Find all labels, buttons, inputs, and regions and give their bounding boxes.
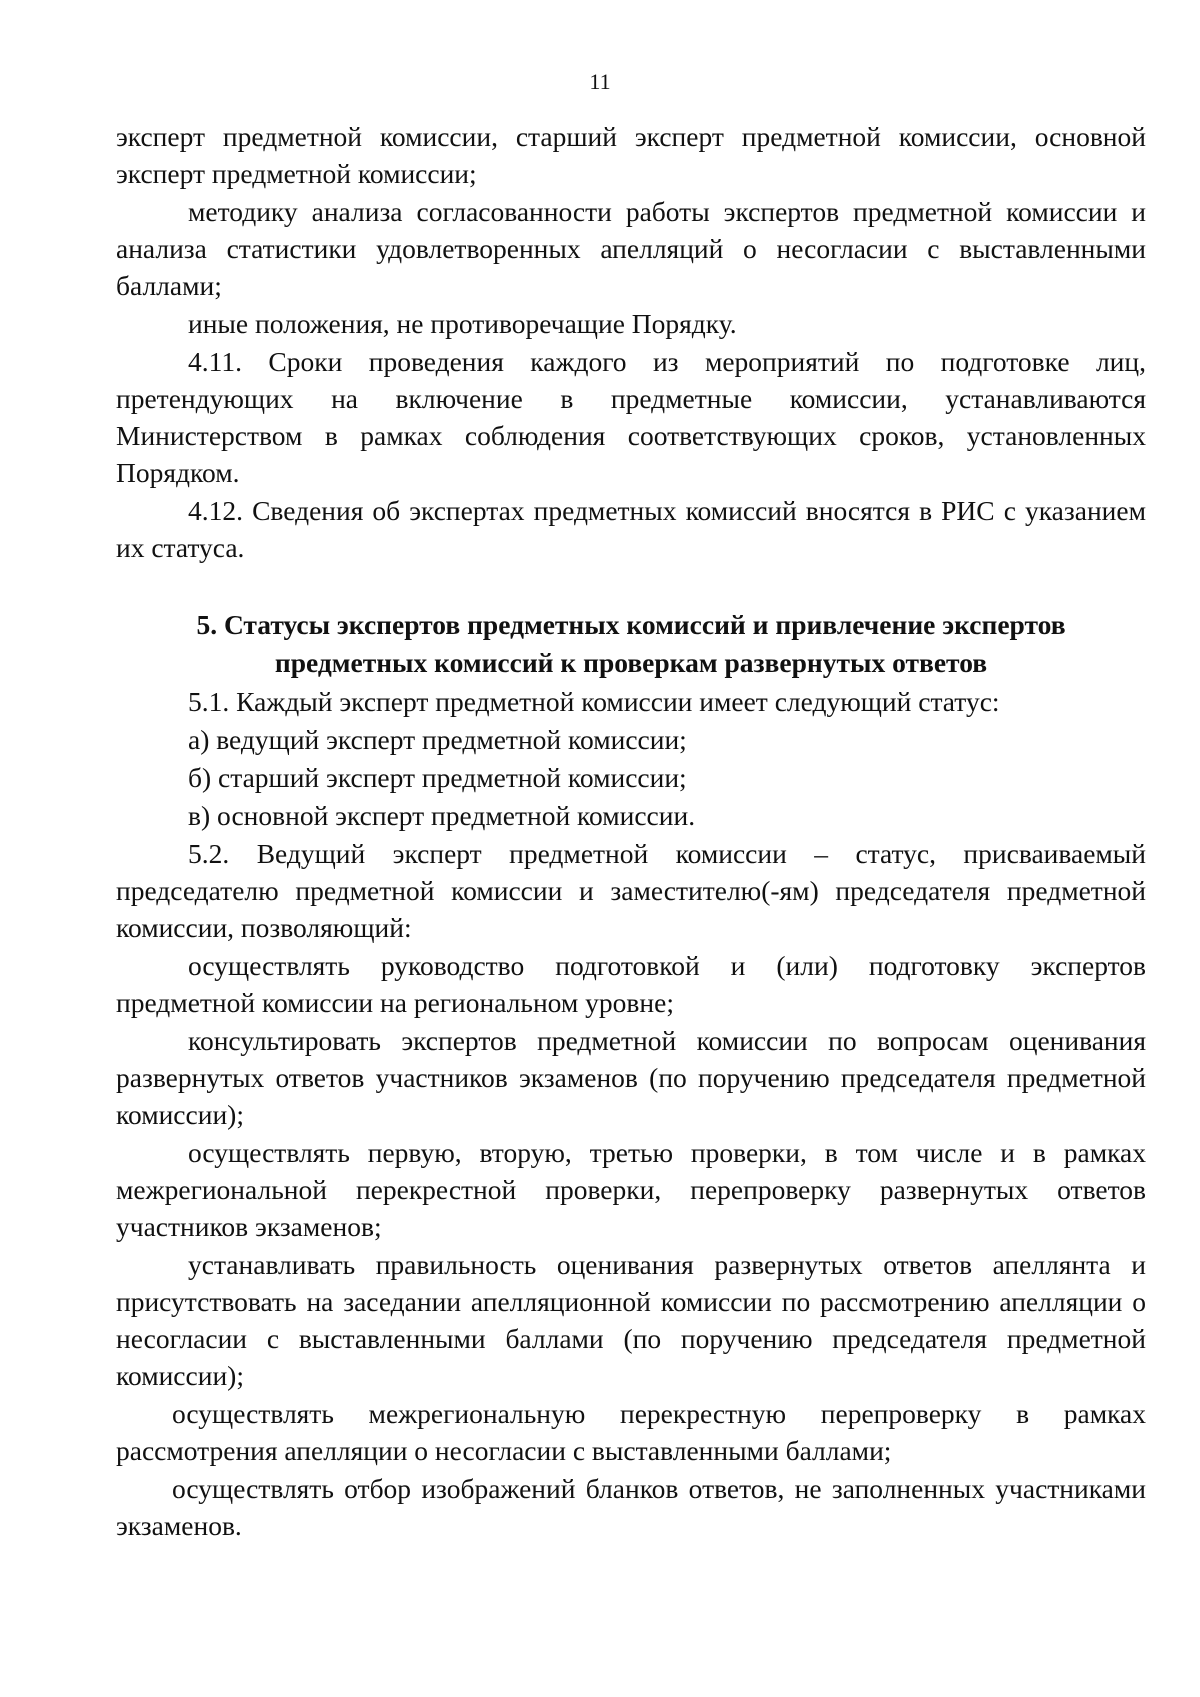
- document-body: [116, 118, 1146, 1544]
- section-heading: [116, 606, 1146, 682]
- list-item: б) старший эксперт предметной комиссии;: [188, 762, 687, 793]
- paragraph: консультировать экспертов предметной комиссии по вопросам оценивания развернутых ответов участников экзаменов (по поручению председателя предметной комиссии);: [116, 1025, 1146, 1130]
- paragraph: осуществлять отбор изображений бланков ответов, не заполненных участниками экзаменов.: [116, 1473, 1146, 1541]
- list-item: а) ведущий эксперт предметной комиссии;: [188, 724, 687, 755]
- page-number: 11: [589, 69, 611, 94]
- paragraph: устанавливать правильность оценивания развернутых ответов апеллянта и присутствовать на заседании апелляционной комиссии по рассмотрению апелляции о несогласии с выставленными баллами (по поручению председателя предметной комиссии);: [116, 1249, 1146, 1391]
- paragraph: методику анализа согласованности работы экспертов предметной комиссии и анализа статистики удовлетворенных апелляций о несогласии с выставленными баллами;: [116, 196, 1146, 301]
- paragraph: 4.12. Сведения об экспертах предметных комиссий вносятся в РИС с указанием их статуса.: [116, 495, 1146, 563]
- paragraph: 5.2. Ведущий эксперт предметной комиссии – статус, присваиваемый председателю предметной комиссии и заместителю(-ям) председателя предметной комиссии, позволяющий:: [116, 838, 1146, 943]
- list-item: в) основной эксперт предметной комиссии.: [188, 800, 696, 831]
- paragraph: 5.1. Каждый эксперт предметной комиссии имеет следующий статус:: [188, 686, 1000, 717]
- section-heading-line: предметных комиссий к проверкам развернутых ответов: [274, 647, 988, 678]
- paragraph: 4.11. Сроки проведения каждого из мероприятий по подготовке лиц, претендующих на включение в предметные комиссии, устанавливаются Министерством в рамках соблюдения соответствующих сроков, установленных Порядком.: [116, 346, 1146, 488]
- section-heading-line: 5. Статусы экспертов предметных комиссий и привлечение экспертов: [196, 609, 1066, 640]
- paragraph: эксперт предметной комиссии, старший эксперт предметной комиссии, основной эксперт предметной комиссии;: [116, 121, 1146, 189]
- paragraph: осуществлять руководство подготовкой и (или) подготовку экспертов предметной комиссии на региональном уровне;: [116, 950, 1146, 1018]
- paragraph: осуществлять первую, вторую, третью проверки, в том числе и в рамках межрегиональной перекрестной проверки, перепроверку развернутых ответов участников экзаменов;: [116, 1137, 1146, 1242]
- paragraph: осуществлять межрегиональную перекрестную перепроверку в рамках рассмотрения апелляции о несогласии с выставленными баллами;: [116, 1398, 1146, 1466]
- paragraph: иные положения, не противоречащие Порядку.: [188, 308, 737, 339]
